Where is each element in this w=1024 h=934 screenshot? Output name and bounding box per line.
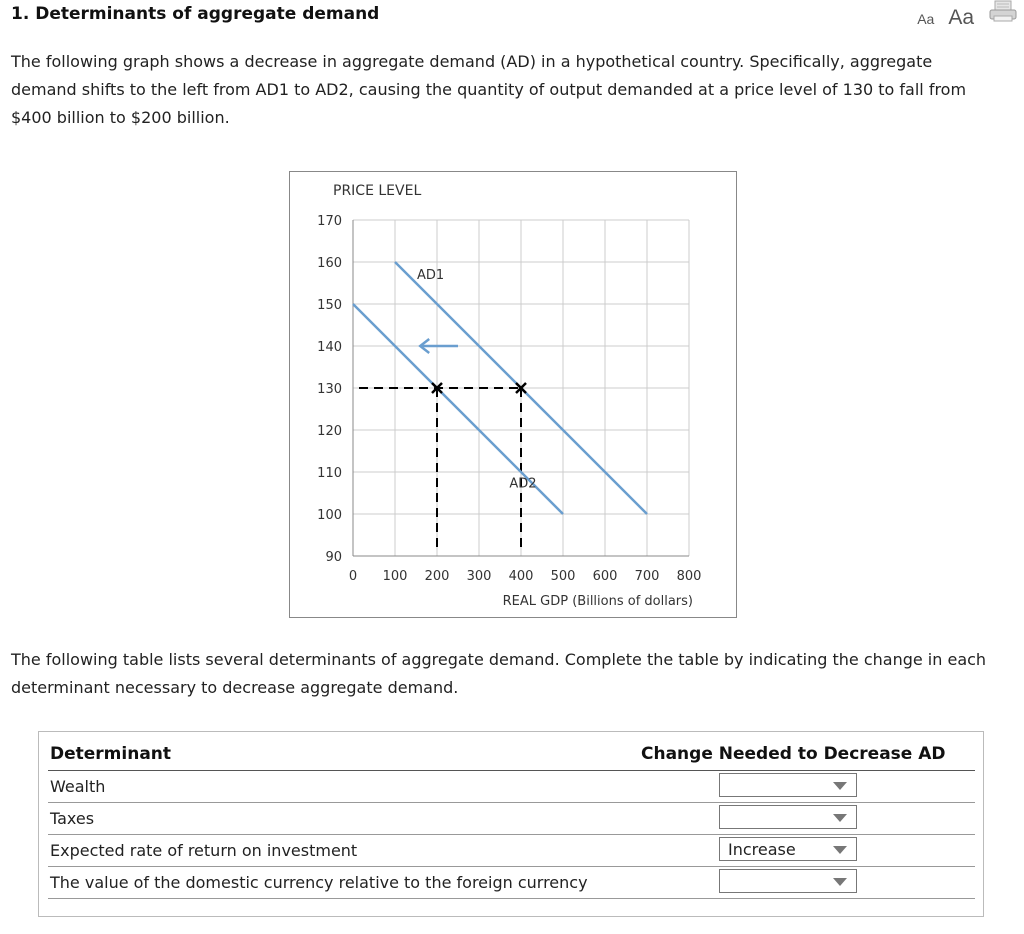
chevron-down-icon [833, 846, 847, 854]
y-tick-label: 140 [317, 340, 342, 355]
chart-svg [290, 172, 736, 617]
y-tick-label: 160 [317, 256, 342, 271]
table-header [48, 738, 975, 771]
table-intro: The following table lists several determinants of aggregate demand. Complete the table by indicating the change in each determinant necessary to decrease aggregate demand. [11, 650, 987, 697]
determinants-table [38, 731, 984, 917]
y-tick-label: 100 [317, 508, 342, 523]
header-determinant: Determinant [50, 744, 172, 764]
font-decrease-button[interactable]: Aa [917, 11, 935, 27]
print-icon[interactable] [988, 0, 1018, 22]
row-label-expected-return: Expected rate of return on investment [50, 841, 358, 860]
y-tick-label: 90 [325, 550, 342, 565]
aggregate-demand-chart [289, 171, 737, 618]
y-tick-label: 110 [317, 466, 342, 481]
x-tick-label: 0 [348, 569, 358, 584]
y-tick-label: 170 [317, 214, 342, 229]
x-tick-label: 500 [550, 569, 576, 584]
row-label-taxes: Taxes [50, 809, 95, 828]
chevron-down-icon [833, 878, 847, 886]
wealth-change-dropdown[interactable] [719, 773, 857, 797]
row-label-wealth: Wealth [50, 777, 106, 796]
y-tick-label: 130 [317, 382, 342, 397]
x-tick-label: 700 [634, 569, 660, 584]
dropdown-value: Increase [728, 840, 796, 859]
chevron-down-icon [833, 814, 847, 822]
taxes-change-dropdown[interactable] [719, 805, 857, 829]
table-row [48, 770, 975, 803]
x-axis-title: REAL GDP (Billions of dollars) [502, 594, 693, 609]
expected-return-change-dropdown[interactable] [719, 837, 857, 861]
table-row [48, 802, 975, 835]
x-tick-label: 800 [676, 569, 702, 584]
header-change: Change Needed to Decrease AD [641, 744, 946, 764]
y-axis-title: PRICE LEVEL [333, 183, 422, 199]
x-tick-label: 200 [424, 569, 450, 584]
font-increase-button[interactable]: Aa [948, 6, 974, 29]
x-tick-label: 100 [382, 569, 408, 584]
x-tick-label: 600 [592, 569, 618, 584]
x-tick-label: 300 [466, 569, 492, 584]
row-label-currency-value: The value of the domestic currency relative to the foreign currency [50, 873, 588, 892]
chevron-down-icon [833, 782, 847, 790]
y-tick-label: 150 [317, 298, 342, 313]
y-tick-label: 120 [317, 424, 342, 439]
question-title: 1. Determinants of aggregate demand [11, 4, 380, 24]
curve-label-ad2: AD2 [509, 476, 537, 492]
font-size-controls [917, 6, 974, 30]
curve-label-ad1: AD1 [417, 268, 445, 283]
currency-value-change-dropdown[interactable] [719, 869, 857, 893]
x-tick-label: 400 [508, 569, 534, 584]
question-intro: The following graph shows a decrease in aggregate demand (AD) in a hypothetical country. Specifically, aggregate demand shifts to the left from AD1 to AD2, causing the quantity of output demanded at a price level of 130 to fall from $400 billion to $200 billion. [11, 52, 967, 127]
table-row [48, 866, 975, 899]
table-row [48, 834, 975, 867]
